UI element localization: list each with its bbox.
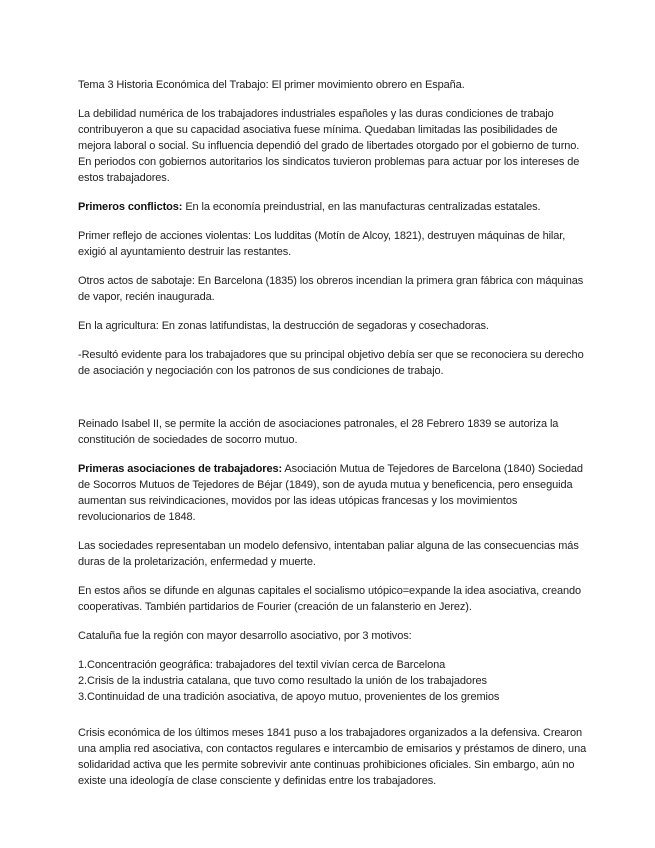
socialism-paragraph: En estos años se difunde en algunas capitales el socialismo utópico=expande la idea asociativa, creando cooperativas. También partidarios de Fourier (creación de un falansterio en Jerez).: [78, 585, 582, 613]
crisis-paragraph: Crisis económica de los últimos meses 1841 puso a los trabajadores organizados a la defensiva. Crearon una amplia red asociativa, con contactos regulares e intercambio de emisarios y préstamos de dinero, una solidaridad activa que les permite sobrevivir ante continuas prohibiciones oficiales. Sin embargo, aún no existe una ideología de clase consciente y definidas entre los trabajadores.: [78, 727, 587, 787]
agriculture-paragraph: En la agricultura: En zonas latifundistas, la destrucción de segadoras y cosechadoras.: [78, 320, 489, 332]
conflicts-text: En la economía preindustrial, en las manufacturas centralizadas estatales.: [182, 201, 541, 213]
catalonia-intro: Cataluña fue la región con mayor desarrollo asociativo, por 3 motivos:: [78, 630, 412, 642]
reinado-paragraph: Reinado Isabel II, se permite la acción de asociaciones patronales, el 28 Febrero 1839 se autoriza la constitución de sociedades de socorro mutuo.: [78, 418, 559, 446]
motive-item: 3.Continuidad de una tradición asociativa, de apoyo mutuo, provenientes de los gremios: [78, 691, 500, 703]
blank-line: [78, 392, 587, 416]
motive-item: 2.Crisis de la industria catalana, que tuvo como resultado la unión de los trabajadores: [78, 675, 487, 687]
associations-text: Asociación Mutua de Tejedores de Barcelona (1840) Sociedad de Socorros Mutuos de Tejedores de Béjar (1849), son de ayuda mutua y beneficencia, pero enseguida aumentan sus reivindicaciones, movidos por las ideas utópicas francesas y los movimientos revolucionarios de 1848.: [78, 463, 583, 523]
motive-item: 1.Concentración geográfica: trabajadores del textil vivían cerca de Barcelona: [78, 659, 446, 671]
associations-paragraph: [78, 461, 587, 525]
intro-paragraph: La debilidad numérica de los trabajadores industriales españoles y las duras condiciones de trabajo contribuyeron a que su capacidad asociativa fuese mínima. Quedaban limitadas las posibilidades de mejora laboral o social. Su influencia dependió del grado de libertades otorgado por el gobierno de turno. En periodos con gobiernos autoritarios los sindicatos tuvieron problemas para actuar por los intereses de estos trabajadores.: [78, 108, 580, 184]
motives-list: [78, 657, 587, 705]
violence-paragraph: Primer reflejo de acciones violentas: Los ludditas (Motín de Alcoy, 1821), destruyen máquinas de hilar, exigió al ayuntamiento destruir las restantes.: [78, 230, 566, 258]
document-title: Tema 3 Historia Económica del Trabajo: El primer movimiento obrero en España.: [78, 79, 465, 91]
sabotage-paragraph: Otros actos de sabotaje: En Barcelona (1835) los obreros incendian la primera gran fábrica con máquinas de vapor, recién inaugurada.: [78, 275, 584, 303]
objective-paragraph: -Resultó evidente para los trabajadores que su principal objetivo debía ser que se reconociera su derecho de asociación y negociación con los patronos de sus condiciones de trabajo.: [78, 349, 584, 377]
conflicts-heading: Primeros conflictos:: [78, 201, 183, 213]
associations-heading: Primeras asociaciones de trabajadores:: [78, 463, 283, 475]
defensive-paragraph: Las sociedades representaban un modelo defensivo, intentaban paliar alguna de las consecuencias más duras de la proletarización, enfermedad y muerte.: [78, 540, 579, 568]
conflicts-paragraph: [78, 199, 587, 215]
